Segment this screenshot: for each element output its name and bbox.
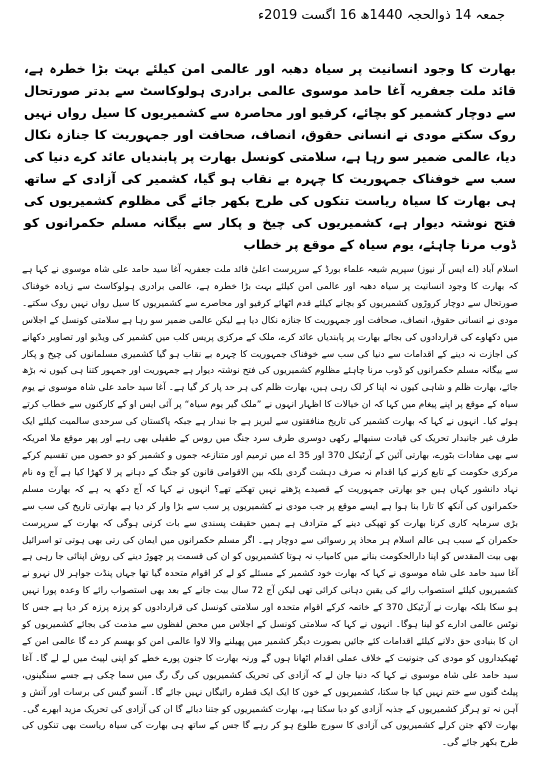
dateline: جمعہ 14 ذوالحجہ 1440ھ 16 اگست 2019ء bbox=[258, 8, 505, 23]
headline-text: بھارت کا وجود انسانیت پر سیاہ دھبہ اور عالمی امن کیلئے بہت بڑا خطرہ ہے، قائد ملت جعفریہ آغا حامد موسوی عالمی برادری ہولوکاسٹ سے بدتر صورتحال سے دوچار کشمیر کو بچائے، کرفیو اور محاصرہ سے کشمیریوں کا سیل رواں نہیں روک سکتے مودی نے انسانی حقوق، انصاف، صحافت اور جمہوریت کا جنازہ نکال دیا، عالمی ضمیر سو رہا ہے، سلامتی کونسل بھارت پر پابندیاں عائد کرے دنیا کی سب سے خوفناک جمہوریت کا چہرہ بے نقاب ہو گیا، کشمیر کی آزادی کے ساتھ ہی بھارت کا سیاہ ریاست تنکوں کی طرح بکھر جائے گی مظلوم کشمیریوں کی فتح نوشتہ دیوار ہے، کشمیریوں کی چیخ و پکار سے بیگانہ مسلم حکمرانوں کو ڈوب مرنا چاہئے، یوم سیاہ کے موقع پر خطاب bbox=[24, 61, 516, 252]
headline bbox=[24, 58, 516, 256]
article-body bbox=[22, 262, 518, 752]
article-text: اسلام آباد (اے ایس آر نیوز) سپریم شیعہ علماء بورڈ کے سرپرست اعلیٰ قائد ملت جعفریہ آغا سید حامد علی شاہ موسوی نے کہا ہے کہ بھارت کا وجود انسانیت پر سیاہ دھبہ اور عالمی امن کیلئے بہت بڑا خطرہ ہے، عالمی برادری ہولوکاسٹ سے زیادہ خوفناک صورتحال سے دوچار کروڑوں کشمیریوں کو بچانے کیلئے قدم اٹھائے کرفیو اور محاصرے سے کشمیریوں کا سیل رواں نہیں روک سکتے۔ مودی نے انسانی حقوق، انصاف، صحافت اور جمہوریت کا جنازہ نکال دیا ہے لیکن عالمی ضمیر سو رہا ہے سلامتی کونسل کے اجلاس میں دکھاوے کی قراردادوں کی بجائے بھارت پر پابندیاں عائد کرے، ملک کے مرکزی پریس کلب میں کشمیر کی ویڈیو اور تصاویر دکھانے کی اجازت نہ دینے کے اقدامات سے دنیا کی سب سے خوفناک جمہوریت کا چہرہ بے نقاب ہو گیا کشمیری مسلمانوں کی چیخ و پکار سے بیگانہ مسلم حکمرانوں کو ڈوب مرنا چاہئے مظلوم کشمیریوں کی فتح نوشتہ دیوار ہے جمہوریت اور جمہور کتنا ہی کیوں نہ بڑھ جائے، بھارت ظلم و شاہی کیوں نہ اپنا کر لک رہی ہیں، بھارت ظلم کی ہر حد پار کر گیا ہے۔ آغا سید حامد علی شاہ موسوی نے یوم سیاہ کے موقع پر اپنے پیغام میں کہا کہ ان خیالات کا اظہار انہوں نے ”ملک گیر یوم سیاہ“ پر آئی ایس او کے کارکنوں سے خطاب کرتے ہوئے کیا۔ انہوں نے کہا کہ بھارت کشمیر کی تاریخ منافقتوں سے لبریز ہے جا نبدار ہے جبکہ پاکستان کی سرحدی سالمیت کیلئے ایک طرف غیر جانبدار تحریک کی قیادت سنبھالے رکھی دوسری طرف سرد جنگ میں روس کے طفیلی بھی رہے اور پھر موقع ملا امریکہ سے بھی مفادات بٹورے، بھارتی آئین کے آرٹیکل 370 اور 35 اے میں ترمیم اور متنازعہ جموں و کشمیر کو دو حصوں میں تقسیم کرکے مرکزی حکومت کے تابع کرنے کیا اقدام نہ صرف دہشت گردی بلکہ بین الاقوامی قانون کو جنگ کے دہانے پر لا کھڑا کیا ہے آج وہ نام نہاد دانشور کہاں ہیں جو بھارتی جمہوریت کے قصیدے پڑھتے نہیں تھکتے تھے؟ انہوں نے کہا کہ آج دکھ یہ ہے کہ بھارت مسلم حکمرانوں کی آنکھ کا تارا بنا ہوا ہے ایسے موقع پر جب مودی نے کشمیریوں پر سب سے بڑا وار کر دیا ہے بھارتی تاریخ کی سب سے بڑی سرمایہ کاری کرنا بھارت کو تھپکی دینے کے مترادف ہے ہمیں حقیقت پسندی سے بات کرنی ہوگی کہ بھارت کے سرپرست حکمران کے سبب ہی عالم اسلام ہر محاذ پر رسوائی سے دوچار ہے۔ اگر مسلم حکمرانوں میں ایمان کی رتی بھی ہوتی تو اسرائیل بھی بیت المقدس کو اپنا دارالحکومت بنانے میں کامیاب نہ ہوتا کشمیریوں کو ان کی قسمت پر چھوڑ دینے کی روش اپنائی جا رہی ہے آغا سید حامد علی شاہ موسوی نے کہا کہ بھارت خود کشمیر کے مسئلے کو لے کر اقوام متحدہ گیا تھا جہاں پنڈت جواہر لال نہرو نے کشمیریوں کیلئے استصواب رائے کی یقین دہانی کرائی تھی لیکن آج 72 سال بیت جانے کے بعد بھی استصواب رائے کا وعدہ پورا نہیں ہو سکا بلکہ بھارت نے آرٹیکل 370 کے خاتمہ کرکے اقوام متحدہ اور سلامتی کونسل کی قراردادوں کو پرزہ پرزہ کر دیا ہے جس کا نوٹس عالمی ادارے کو لینا ہوگا۔ انہوں نے کہا کہ سلامتی کونسل کے اجلاس میں محض لفظوں سے مذمت کی بجائے کشمیریوں کو ان کا بنیادی حق دلانے کیلئے اقدامات کئے جائیں بصورت دیگر کشمیر میں پھیلنے والا لاوا عالمی امن کو بھسم کر دے گا عالمی امن کے ٹھیکیداروں کو مودی کی جنونیت کے خلاف عملی اقدام اٹھانا ہوں گے ورنہ بھارت کا جنون پورے خطے کو اپنی لپیٹ میں لے لے گا۔ آغا سید حامد علی شاہ موسوی نے کہا کہ دنیا جان لے کہ آزادی کی تحریک کشمیریوں کی رگ رگ میں سما چکی ہے جسے سنگینوں، پیلٹ گنوں سے ختم نہیں کیا جا سکتا، کشمیریوں کے خون کا ایک ایک قطرہ رائیگاں نہیں جائے گا۔ آنسو گیس کی برسات اور آتش و آہن نہ تو ہرگز کشمیریوں کے جذبہ آزادی کو دبا سکتا ہے، بھارت کشمیریوں کو جتنا دبائے گا ان کی آزادی کی تحریک مزید ابھرے گی۔ بھارت لاکھ جتن کرلے کشمیریوں کی آزادی کا سورج طلوع ہو کر رہے گا جس کے ساتھ ہی بھارت کی سیاہ ریاست بھی تنکوں کی طرح بکھر جائے گی۔ bbox=[22, 265, 518, 749]
